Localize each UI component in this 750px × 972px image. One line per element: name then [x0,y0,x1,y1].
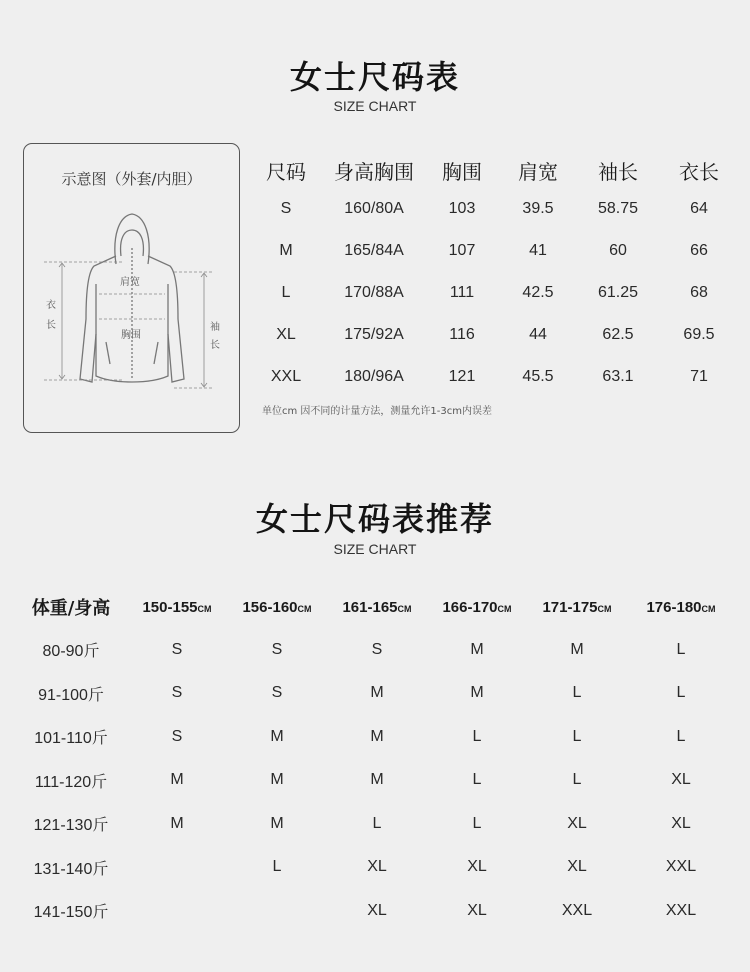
weight-cell: 91-100斤 [38,686,104,704]
table-cell: 60 [609,242,627,259]
weight-cell: 101-110斤 [34,730,108,748]
table-row [15,889,735,933]
table-cell: L [572,727,582,745]
table-cell: 58.75 [597,200,639,217]
table-cell: L [676,640,686,658]
table-row [15,802,735,846]
table-row [15,628,735,672]
table-cell: XXL [665,901,697,919]
sleeve-label-1: 袖 [210,322,220,333]
header-size: 尺码 [266,159,306,184]
table-cell: L [472,771,482,789]
height-range-header: 161-165CM [342,598,412,616]
jacket-outline-icon [24,144,241,434]
table-cell: 61.25 [597,284,639,301]
table-cell: XL [671,771,691,789]
size-chart-table [250,152,740,398]
table-cell: 69.5 [683,326,715,343]
table-cell [127,889,227,933]
table-cell: XXL [270,368,302,385]
table-cell: M [279,242,293,259]
table-cell: M [170,771,184,789]
table-cell: 165/84A [344,242,404,259]
table-cell: 170/88A [344,284,404,301]
weight-cell: 80-90斤 [42,643,100,661]
table-cell: 160/80A [344,200,404,217]
table-cell: M [370,771,384,789]
table-cell: 71 [690,368,708,385]
recommendation-table [15,586,735,933]
table-cell [227,889,327,933]
height-range-header: 150-155CM [142,598,212,616]
table-cell: XL [367,858,387,876]
table-cell: 42.5 [522,284,554,301]
table-cell: S [371,640,383,658]
sleeve-label-2: 长 [210,340,220,351]
table-row [250,314,740,356]
measurement-diagram [23,143,240,433]
length-label-1: 衣 [46,300,56,311]
length-label-2: 长 [46,320,56,331]
weight-cell: 121-130斤 [33,817,109,835]
table-cell: L [676,727,686,745]
size-chart-header-row [250,152,740,188]
table-cell: 62.5 [602,326,634,343]
table-cell: M [470,684,484,702]
table-row [15,672,735,716]
size-chart-subtitle: SIZE CHART [333,98,417,114]
table-cell: XL [367,901,387,919]
weight-cell: 111-120斤 [34,773,108,791]
diagram-caption: 示意图（外套/内胆） [61,170,202,188]
table-cell: 116 [449,326,475,343]
table-cell: 63.1 [602,368,634,385]
table-cell: 45.5 [522,368,554,385]
height-range-header: 171-175CM [542,598,612,616]
table-cell: L [676,684,686,702]
header-height-chest: 身高胸围 [334,159,414,184]
table-cell: L [372,814,382,832]
header-sleeve: 袖长 [598,159,638,184]
measurement-note: 单位cm 因不同的计量方法，测量允许1-3cm内误差 [262,406,492,417]
table-cell: 68 [690,284,708,301]
table-cell: L [472,814,482,832]
recommendation-title: 女士尺码表推荐 [255,500,494,538]
recommendation-header-row [15,586,735,628]
table-cell: L [472,727,482,745]
header-chest: 胸围 [442,159,482,184]
table-cell: 121 [448,368,476,385]
shoulder-label: 肩宽 [120,277,140,288]
weight-cell: 141-150斤 [33,904,109,922]
table-cell: M [470,640,484,658]
table-cell: M [270,814,284,832]
height-range-header: 166-170CM [442,598,512,616]
header-length: 衣长 [679,159,719,184]
table-cell: XL [671,814,691,832]
table-cell: M [370,684,384,702]
table-row [250,356,740,398]
table-cell: 64 [690,200,708,217]
table-cell: L [272,858,282,876]
table-cell: 111 [449,284,475,301]
table-cell: S [280,200,292,217]
table-cell [127,846,227,890]
table-cell: XXL [561,901,593,919]
table-row [250,188,740,230]
weight-cell: 131-140斤 [33,860,109,878]
table-cell: S [171,684,183,702]
table-cell: L [572,684,582,702]
table-cell: L [572,771,582,789]
table-row [15,715,735,759]
table-cell: XL [567,814,587,832]
table-cell: M [270,727,284,745]
table-cell: S [271,640,283,658]
table-cell: M [370,727,384,745]
table-cell: 66 [690,242,708,259]
table-row [250,230,740,272]
table-row [15,759,735,803]
table-cell: XL [276,326,296,343]
table-cell: XL [467,858,487,876]
table-cell: 107 [448,242,476,259]
corner-header: 体重/身高 [31,598,111,619]
height-range-header: 176-180CM [646,598,716,616]
height-range-header: 156-160CM [242,598,312,616]
table-cell: S [171,727,183,745]
table-cell: 103 [448,200,476,217]
table-cell: S [171,640,183,658]
table-cell: 41 [529,242,547,259]
header-shoulder: 肩宽 [518,159,558,184]
table-cell: 39.5 [522,200,554,217]
table-cell: XL [467,901,487,919]
table-cell: XXL [665,858,697,876]
table-cell: 44 [529,326,547,343]
table-cell: S [271,684,283,702]
chest-label: 胸围 [121,330,141,341]
table-cell: 175/92A [344,326,404,343]
table-cell: 180/96A [344,368,404,385]
table-cell: M [570,640,584,658]
table-row [15,846,735,890]
table-cell: L [281,284,291,301]
table-cell: M [270,771,284,789]
table-cell: XL [567,858,587,876]
recommendation-subtitle: SIZE CHART [333,541,417,557]
table-cell: M [170,814,184,832]
size-chart-title: 女士尺码表 [289,58,460,96]
table-row [250,272,740,314]
